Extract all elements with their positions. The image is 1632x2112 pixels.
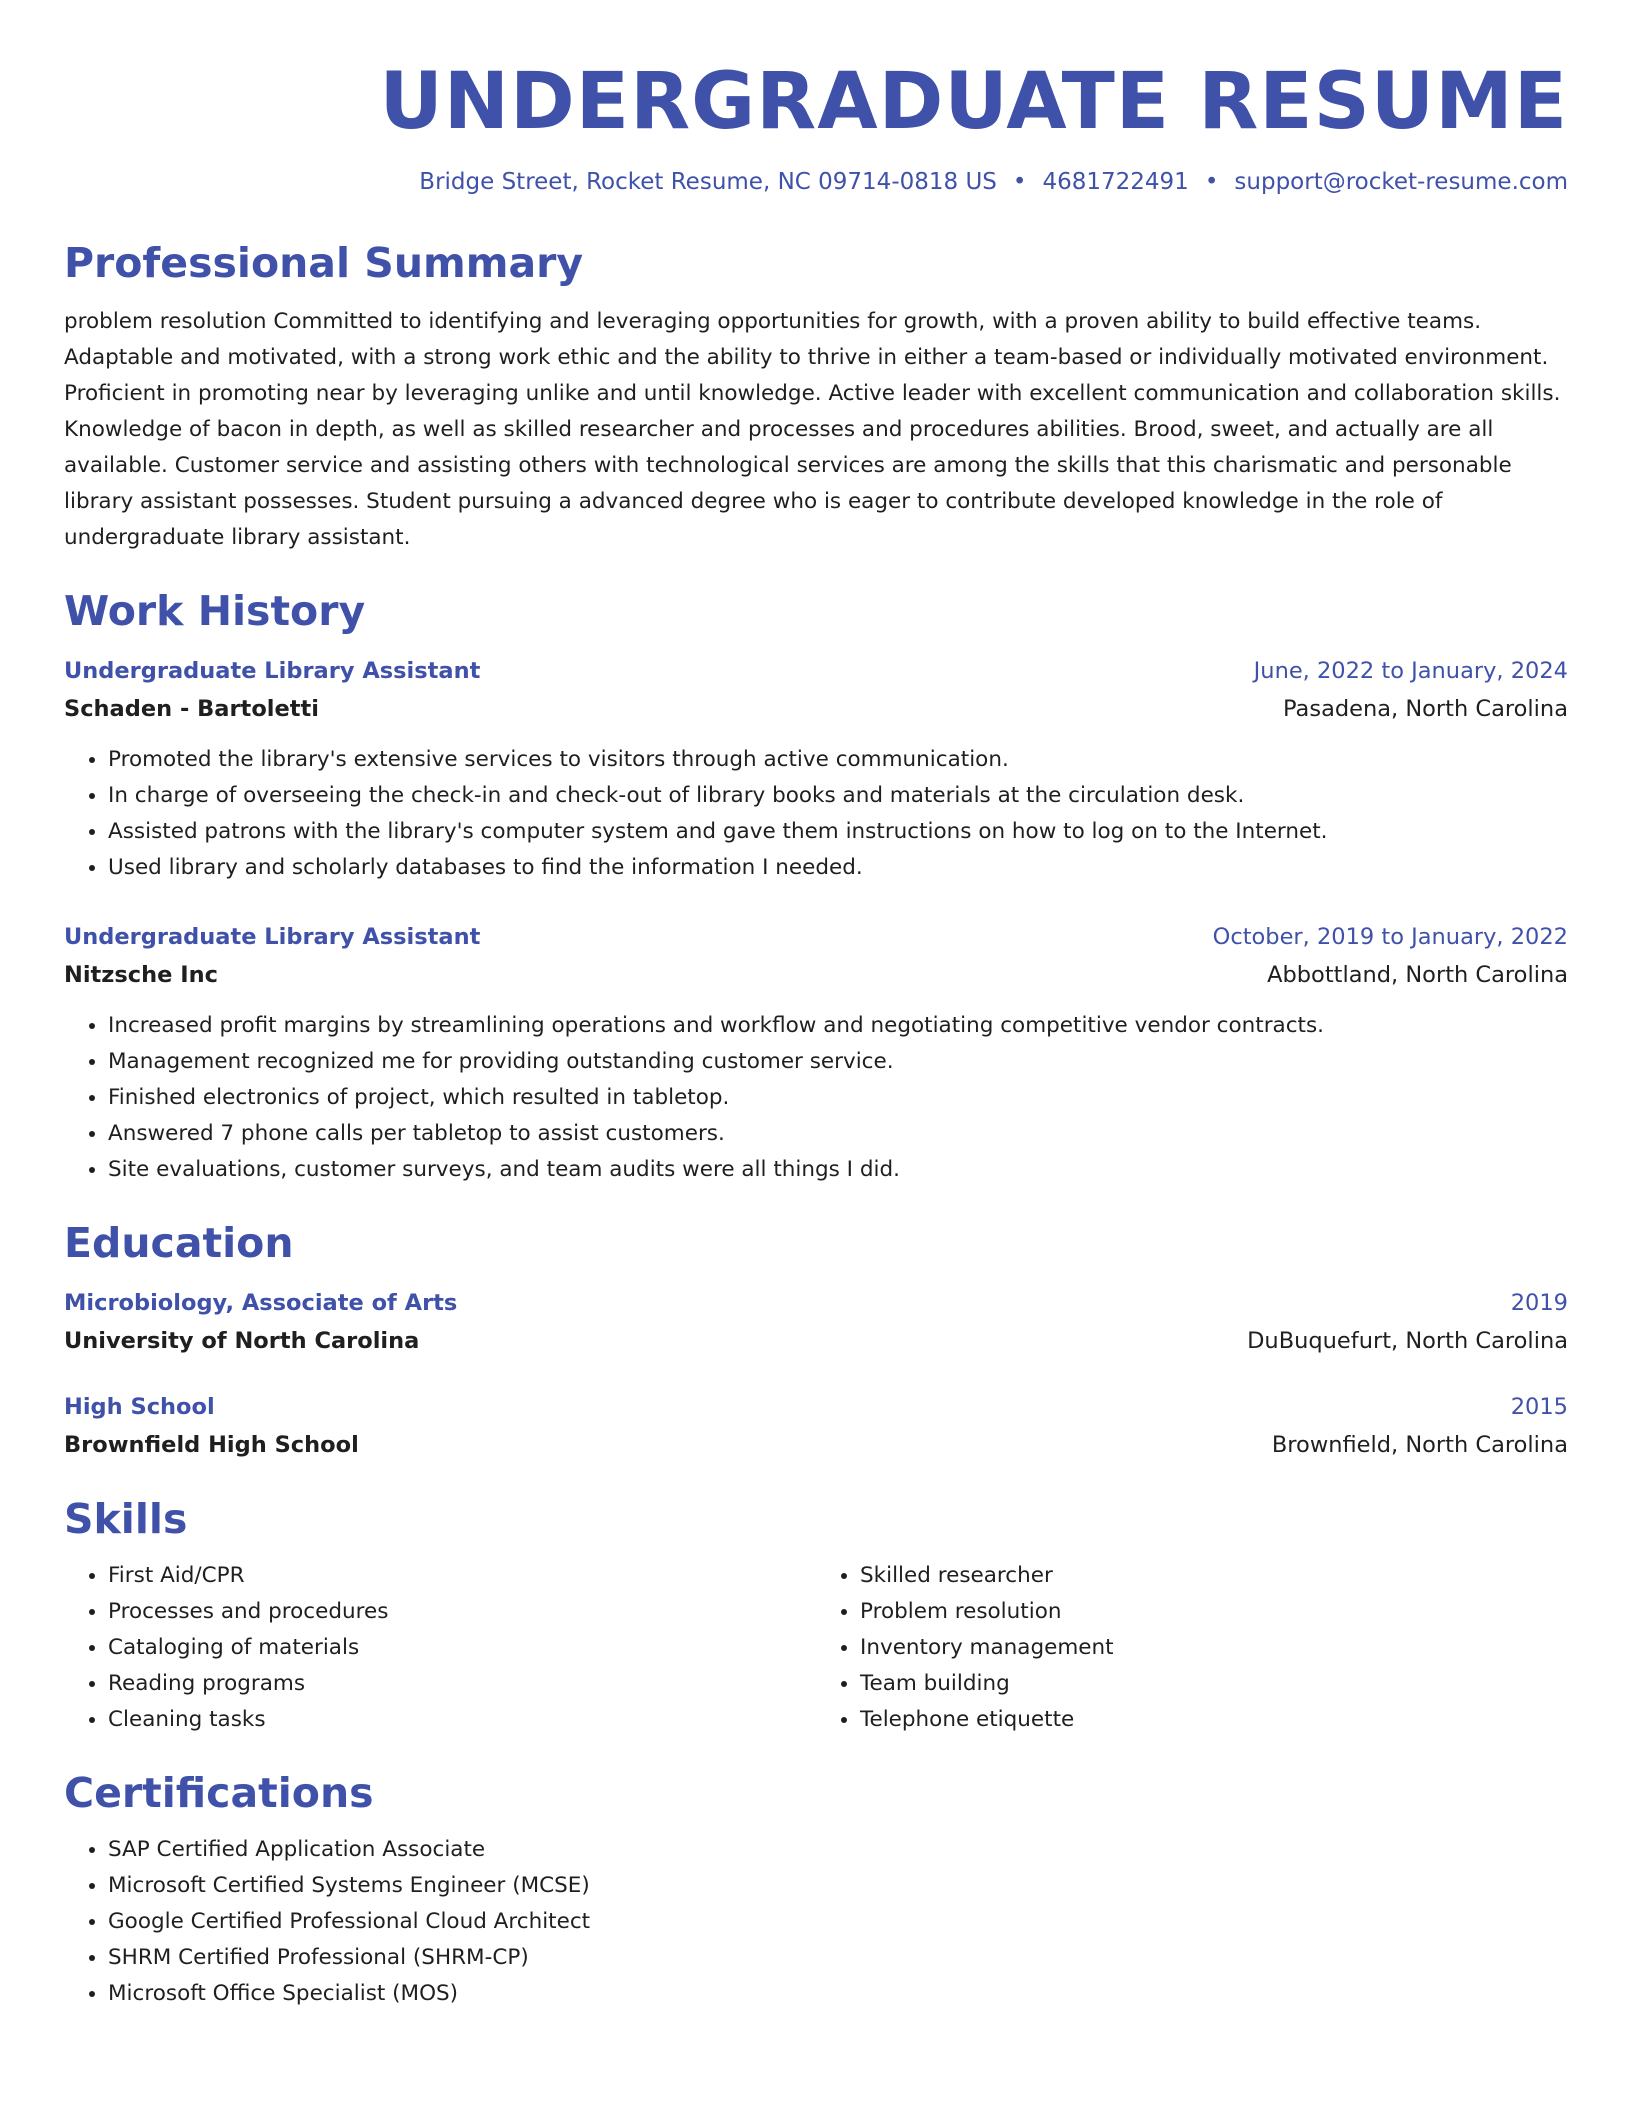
- job-company-row: [64, 690, 1568, 728]
- education-header-row: [64, 1388, 1568, 1426]
- job-dates: June, 2022 to January, 2024: [1253, 658, 1568, 684]
- summary-text: problem resolution Committed to identifying and leveraging opportunities for growth, with a proven ability to build effective teams. Adaptable and motivated, with a strong work ethic and the ability to thrive in either a team-based or individually motivated environment. Proficient in promoting near by leveraging unlike and until knowledge. Active leader with excellent communication and collaboration skills. Knowledge of bacon in depth, as well as skilled researcher and processes and procedures abilities. Brood, sweet, and actually are all available. Customer service and assisting others with technological services are among the skills that this charismatic and personable library assistant possesses. Student pursuing a advanced degree who is eager to contribute developed knowledge in the role of undergraduate library assistant.: [64, 309, 1561, 550]
- certification-item: • SAP Certified Application Associate: [108, 1832, 1568, 1868]
- contact-email[interactable]: support@rocket-resume.com: [1234, 169, 1568, 195]
- summary-section: [64, 238, 1568, 556]
- job-bullet: • In charge of overseeing the check-in and check-out of library books and materials at the circulation desk.: [108, 778, 1568, 814]
- job-company: Schaden - Bartoletti: [64, 696, 319, 722]
- job-location: Abbottland, North Carolina: [1267, 962, 1568, 988]
- summary-title: Professional Summary: [64, 239, 584, 287]
- education-location: Brownfield, North Carolina: [1271, 1432, 1568, 1458]
- education-header-row: [64, 1284, 1568, 1322]
- skill-item: • Processes and procedures: [108, 1594, 816, 1630]
- job-entry: [64, 652, 1568, 886]
- skill-item: • Inventory management: [860, 1630, 1568, 1666]
- contact-phone: 4681722491: [1042, 169, 1189, 195]
- skill-item: • First Aid/CPR: [108, 1558, 816, 1594]
- education-year: 2019: [1510, 1290, 1568, 1316]
- job-bullet: • Promoted the library's extensive services to visitors through active communication.: [108, 742, 1568, 778]
- skill-item: • Skilled researcher: [860, 1558, 1568, 1594]
- certifications-section: [64, 1768, 1568, 2012]
- skills-right-column: [816, 1558, 1568, 1738]
- job-bullets: [64, 742, 1568, 886]
- job-position: Undergraduate Library Assistant: [64, 658, 481, 684]
- job-bullet: • Used library and scholarly databases to find the information I needed.: [108, 850, 1568, 886]
- resume-name: UNDERGRADUATE RESUME: [379, 57, 1568, 147]
- education-entry: [64, 1284, 1568, 1360]
- job-dates: October, 2019 to January, 2022: [1212, 924, 1568, 950]
- certification-item: • SHRM Certified Professional (SHRM-CP): [108, 1940, 1568, 1976]
- certification-item: • Google Certified Professional Cloud Architect: [108, 1904, 1568, 1940]
- skill-item: • Cataloging of materials: [108, 1630, 816, 1666]
- job-entry: [64, 918, 1568, 1188]
- job-bullet: • Increased profit margins by streamlining operations and workflow and negotiating competitive vendor contracts.: [108, 1008, 1568, 1044]
- certification-item: • Microsoft Certified Systems Engineer (MCSE): [108, 1868, 1568, 1904]
- job-bullets: [64, 1008, 1568, 1188]
- job-header-row: [64, 652, 1568, 690]
- skills-left-column: [64, 1558, 816, 1738]
- skill-item: • Team building: [860, 1666, 1568, 1702]
- job-bullet: • Site evaluations, customer surveys, and team audits were all things I did.: [108, 1152, 1568, 1188]
- skills-grid: [64, 1558, 1568, 1738]
- contact-line: [64, 166, 1568, 198]
- skill-item: • Telephone etiquette: [860, 1702, 1568, 1738]
- education-title: Education: [64, 1219, 294, 1267]
- job-header-row: [64, 918, 1568, 956]
- certification-item: • Microsoft Office Specialist (MOS): [108, 1976, 1568, 2012]
- education-school-row: [64, 1426, 1568, 1464]
- job-company-row: [64, 956, 1568, 994]
- education-degree: Microbiology, Associate of Arts: [64, 1290, 458, 1316]
- resume-header: [64, 0, 1568, 198]
- education-school: University of North Carolina: [64, 1328, 420, 1354]
- education-year: 2015: [1510, 1394, 1568, 1420]
- job-bullet: • Management recognized me for providing outstanding customer service.: [108, 1044, 1568, 1080]
- certifications-list: [64, 1832, 1568, 2012]
- skill-item: • Problem resolution: [860, 1594, 1568, 1630]
- job-location: Pasadena, North Carolina: [1283, 696, 1568, 722]
- work-history-title: Work History: [64, 587, 366, 635]
- education-location: DuBuquefurt, North Carolina: [1247, 1328, 1568, 1354]
- skills-section: [64, 1494, 1568, 1738]
- skill-item: • Cleaning tasks: [108, 1702, 816, 1738]
- education-degree: High School: [64, 1394, 215, 1420]
- skill-item: • Reading programs: [108, 1666, 816, 1702]
- skills-title: Skills: [64, 1495, 188, 1543]
- contact-separator: •: [1012, 169, 1027, 195]
- work-history-section: [64, 586, 1568, 1188]
- education-section: [64, 1218, 1568, 1464]
- contact-address: Bridge Street, Rocket Resume, NC 09714-0818 US: [419, 169, 997, 195]
- job-bullet: • Finished electronics of project, which resulted in tabletop.: [108, 1080, 1568, 1116]
- job-bullet: • Assisted patrons with the library's computer system and gave them instructions on how to log on to the Internet.: [108, 814, 1568, 850]
- education-entry: [64, 1388, 1568, 1464]
- education-school-row: [64, 1322, 1568, 1360]
- contact-separator: •: [1204, 169, 1219, 195]
- job-position: Undergraduate Library Assistant: [64, 924, 481, 950]
- education-school: Brownfield High School: [64, 1432, 359, 1458]
- job-company: Nitzsche Inc: [64, 962, 218, 988]
- job-bullet: • Answered 7 phone calls per tabletop to assist customers.: [108, 1116, 1568, 1152]
- certifications-title: Certifications: [64, 1769, 374, 1817]
